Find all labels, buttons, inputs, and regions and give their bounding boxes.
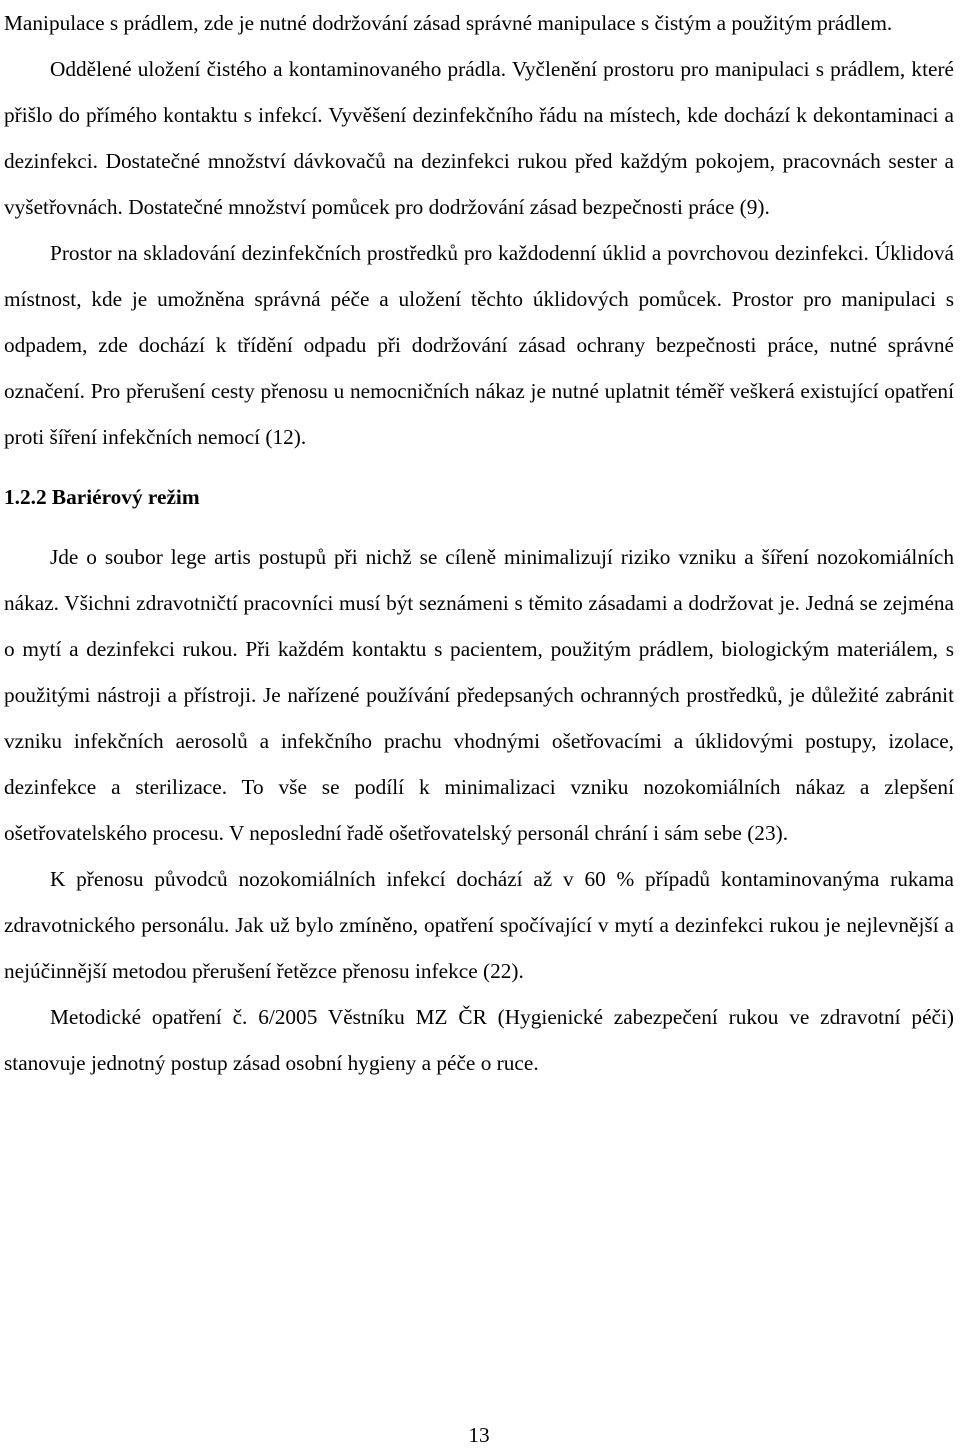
page-number: 13 — [468, 1423, 490, 1447]
paragraph-barrier-regime: Jde o soubor lege artis postupů při nichž se cíleně minimalizují riziko vzniku a šíření nozokomiálních nákaz. Všichni zdravotničtí pracovníci musí být seznámeni s těmito zásadami a dodržovat je. Jedná se zejména o mytí a dezinfekci rukou. Při každém kontaktu s pacientem, použitým prádlem, biologickým materiálem, s použitými nástroji a přístroji. Je nařízené používání předepsaných ochranných prostředků, je důležité zabránit vzniku infekčních aerosolů a infekčního prachu vhodnými ošetřovacími a úklidovými postupy, izolace, dezinfekce a sterilizace. To vše se podílí k minimalizaci vzniku nozokomiálních nákaz a zlepšení ošetřovatelského procesu. V neposlední řadě ošetřovatelský personál chrání i sám sebe (23). — [4, 545, 954, 845]
paragraph-separate-storage: Oddělené uložení čistého a kontaminovaného prádla. Vyčlenění prostoru pro manipulaci s prádlem, které přišlo do přímého kontaktu s infekcí. Vyvěšení dezinfekčního řádu na místech, kde dochází k dekontaminaci a dezinfekci. Dostatečné množství dávkovačů na dezinfekci rukou před každým pokojem, pracovnách sester a vyšetřovnách. Dostatečné množství pomůcek pro dodržování zásad bezpečnosti práce (9). — [4, 57, 954, 219]
document-page — [4, 0, 954, 1451]
paragraph-linen-handling: Manipulace s prádlem, zde je nutné dodržování zásad správné manipulace s čistým a použitým prádlem. — [4, 11, 893, 35]
paragraph-hand-transmission: K přenosu původců nozokomiálních infekcí dochází až v 60 % případů kontaminovanýma rukama zdravotnického personálu. Jak už bylo zmíněno, opatření spočívající v mytí a dezinfekci rukou je nejlevnější a nejúčinnější metodou přerušení řetězce přenosu infekce (22). — [4, 867, 954, 983]
paragraph-disinfectant-storage: Prostor na skladování dezinfekčních prostředků pro každodenní úklid a povrchovou dezinfekci. Úklidová místnost, kde je umožněna správná péče a uložení těchto úklidových pomůcek. Prostor pro manipulaci s odpadem, zde dochází k třídění odpadu při dodržování zásad ochrany bezpečnosti práce, nutné správné označení. Pro přerušení cesty přenosu u nemocničních nákaz je nutné uplatnit téměř veškerá existující opatření proti šíření infekčních nemocí (12). — [4, 241, 954, 449]
section-heading: 1.2.2 Bariérový režim — [4, 485, 200, 509]
paragraph-methodical-measure: Metodické opatření č. 6/2005 Věstníku MZ ČR (Hygienické zabezpečení rukou ve zdravotní péči) stanovuje jednotný postup zásad osobní hygieny a péče o ruce. — [4, 1005, 954, 1075]
